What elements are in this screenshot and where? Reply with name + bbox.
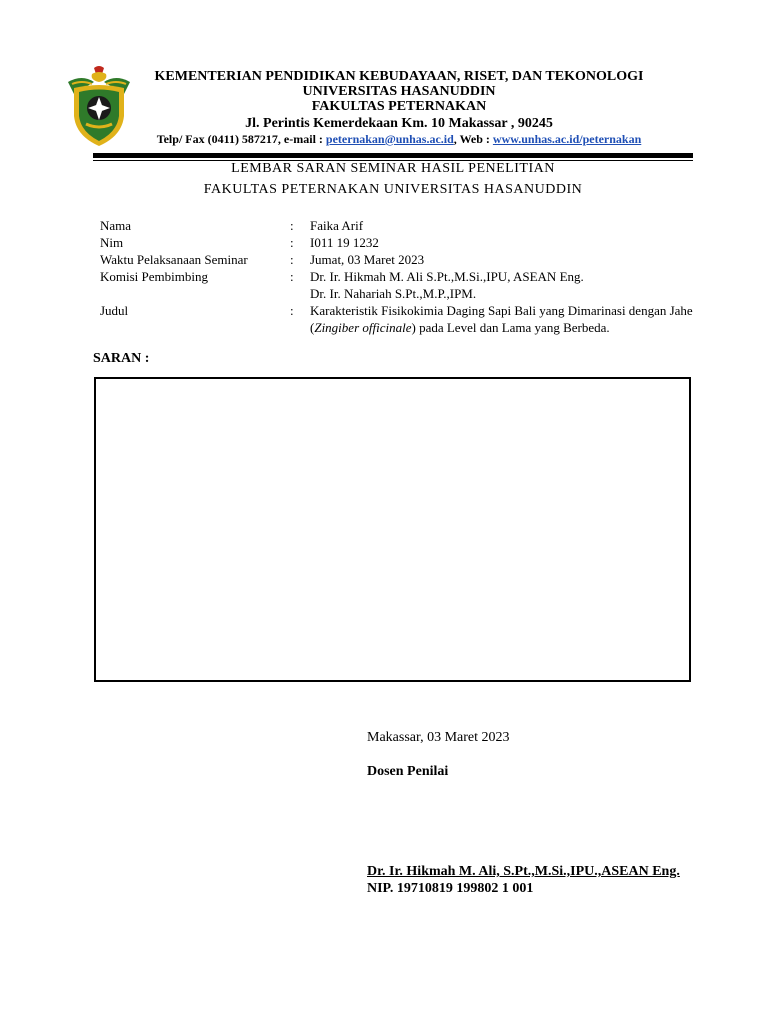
signature-place-date: Makassar, 03 Maret 2023: [367, 730, 510, 745]
nim-label: Nim: [100, 235, 124, 250]
header-contact: [130, 131, 668, 148]
header-faculty: FAKULTAS PETERNAKAN: [311, 99, 487, 114]
komisi-label: Komisi Pembimbing: [100, 269, 208, 284]
website-link[interactable]: www.unhas.ac.id/peternakan: [492, 132, 642, 146]
signature-role: Dosen Penilai: [367, 764, 449, 779]
judul-label: Judul: [100, 303, 129, 318]
judul-value: [310, 302, 695, 336]
waktu-colon: :: [290, 252, 294, 267]
waktu-label: Waktu Pelaksanaan Seminar: [100, 252, 248, 267]
document-title-line1: LEMBAR SARAN SEMINAR HASIL PENELITIAN: [231, 161, 555, 176]
judul-colon: :: [290, 303, 294, 318]
komisi-value-1: Dr. Ir. Hikmah M. Ali S.Pt.,M.Si.,IPU, ASEAN Eng.: [310, 269, 584, 284]
email-link[interactable]: peternakan@unhas.ac.id: [325, 132, 454, 146]
header-contact-prefix: Telp/ Fax (0411) 587217, e-mail :: [156, 132, 326, 146]
header-address: Jl. Perintis Kemerdekaan Km. 10 Makassar , 90245: [245, 116, 553, 131]
nim-colon: :: [290, 235, 294, 250]
judul-text-2: ) pada Level dan Lama yang Berbeda.: [411, 320, 610, 335]
nama-label: Nama: [100, 218, 132, 233]
judul-text-1: Karakteristik Fisikokimia Daging Sapi Bali yang Dimarinasi dengan Jahe (: [310, 303, 693, 335]
document-title-line2: FAKULTAS PETERNAKAN UNIVERSITAS HASANUDDIN: [203, 182, 583, 197]
signature-name: Dr. Ir. Hikmah M. Ali, S.Pt.,M.Si.,IPU.,ASEAN Eng.: [367, 864, 680, 879]
nama-value: Faika Arif: [310, 218, 364, 233]
komisi-value-2: Dr. Ir. Nahariah S.Pt.,M.P.,IPM.: [310, 286, 477, 301]
komisi-colon: :: [290, 269, 294, 284]
saran-box[interactable]: [94, 377, 691, 682]
saran-label: SARAN :: [93, 351, 150, 366]
nim-value: I011 19 1232: [310, 235, 379, 250]
judul-italic: Zingiber officinale: [314, 320, 412, 335]
waktu-value: Jumat, 03 Maret 2023: [310, 252, 425, 267]
university-logo: [64, 64, 134, 148]
nama-colon: :: [290, 218, 294, 233]
header-divider-thick: [93, 153, 693, 158]
header-ministry: KEMENTERIAN PENDIDIKAN KEBUDAYAAN, RISET, DAN TEKONOLOGI: [154, 69, 644, 84]
header-university: UNIVERSITAS HASANUDDIN: [302, 84, 496, 99]
signature-nip: NIP. 19710819 199802 1 001: [367, 881, 534, 896]
header-web-prefix: , Web :: [453, 132, 493, 146]
